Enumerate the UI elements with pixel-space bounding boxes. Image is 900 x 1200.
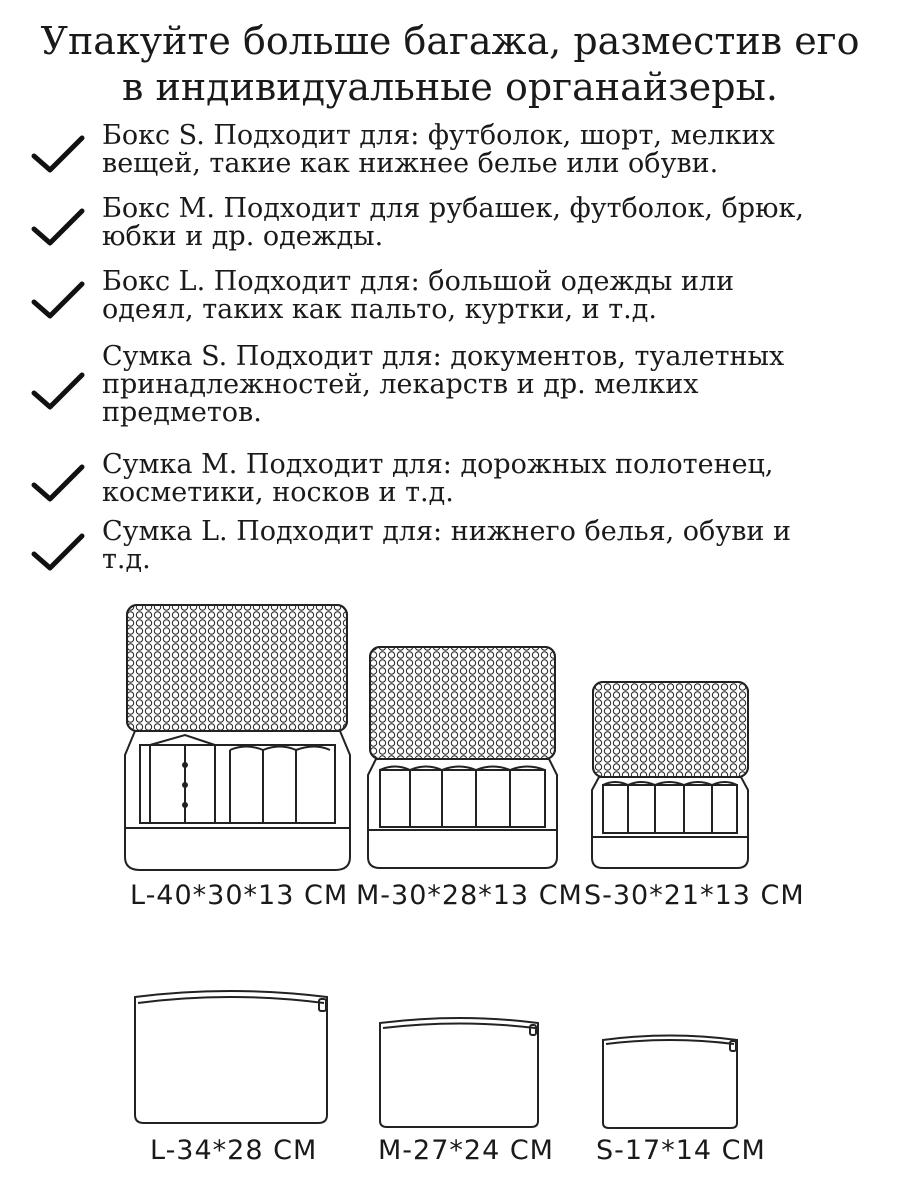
checkmark-icon (30, 278, 88, 322)
feature-text: Бокс S. Подходит для: футболок, шорт, мелких вещей, такие как нижнее белье или обуви. (102, 120, 775, 179)
bag-s-size-label: S-17*14 CM (596, 1135, 766, 1166)
small-box-drawing (592, 682, 748, 868)
feature-text: Сумка M. Подходит для: дорожных полотенец, косметики, носков и т.д. (102, 449, 774, 508)
large-bag-drawing (135, 991, 327, 1123)
box-s-size-label: S-30*21*13 CM (584, 880, 805, 911)
feature-text: Сумка L. Подходит для: нижнего белья, обуви и т.д. (102, 516, 791, 575)
box-m-size-label: M-30*28*13 CM (356, 880, 583, 911)
bag-m-size-label: M-27*24 CM (378, 1135, 554, 1166)
feature-text: Бокс M. Подходит для рубашек, футболок, брюк, юбки и др. одежды. (102, 193, 804, 252)
feature-text: Бокс L. Подходит для: большой одежды или одеял, таких как пальто, куртки, и т.д. (102, 266, 735, 325)
feature-text: Сумка S. Подходит для: документов, туалетных принадлежностей, лекарств и др. мелких предметов. (102, 341, 785, 428)
title-line-1: Упакуйте больше багажа, разместив его (40, 19, 860, 63)
checkmark-icon (30, 369, 88, 413)
box-l-size-label: L-40*30*13 CM (130, 880, 349, 911)
medium-bag-drawing (380, 1018, 538, 1127)
bag-l-size-label: L-34*28 CM (150, 1135, 318, 1166)
checkmark-icon (30, 132, 88, 176)
medium-box-drawing (368, 647, 557, 868)
checkmark-icon (30, 205, 88, 249)
checkmark-icon (30, 530, 88, 574)
large-box-drawing (125, 605, 350, 870)
page-title (0, 18, 900, 110)
box-illustrations (0, 595, 900, 895)
bag-illustrations (0, 985, 900, 1135)
title-line-2: в индивидуальные органайзеры. (122, 65, 778, 109)
checkmark-icon (30, 461, 88, 505)
small-bag-drawing (603, 1036, 737, 1129)
